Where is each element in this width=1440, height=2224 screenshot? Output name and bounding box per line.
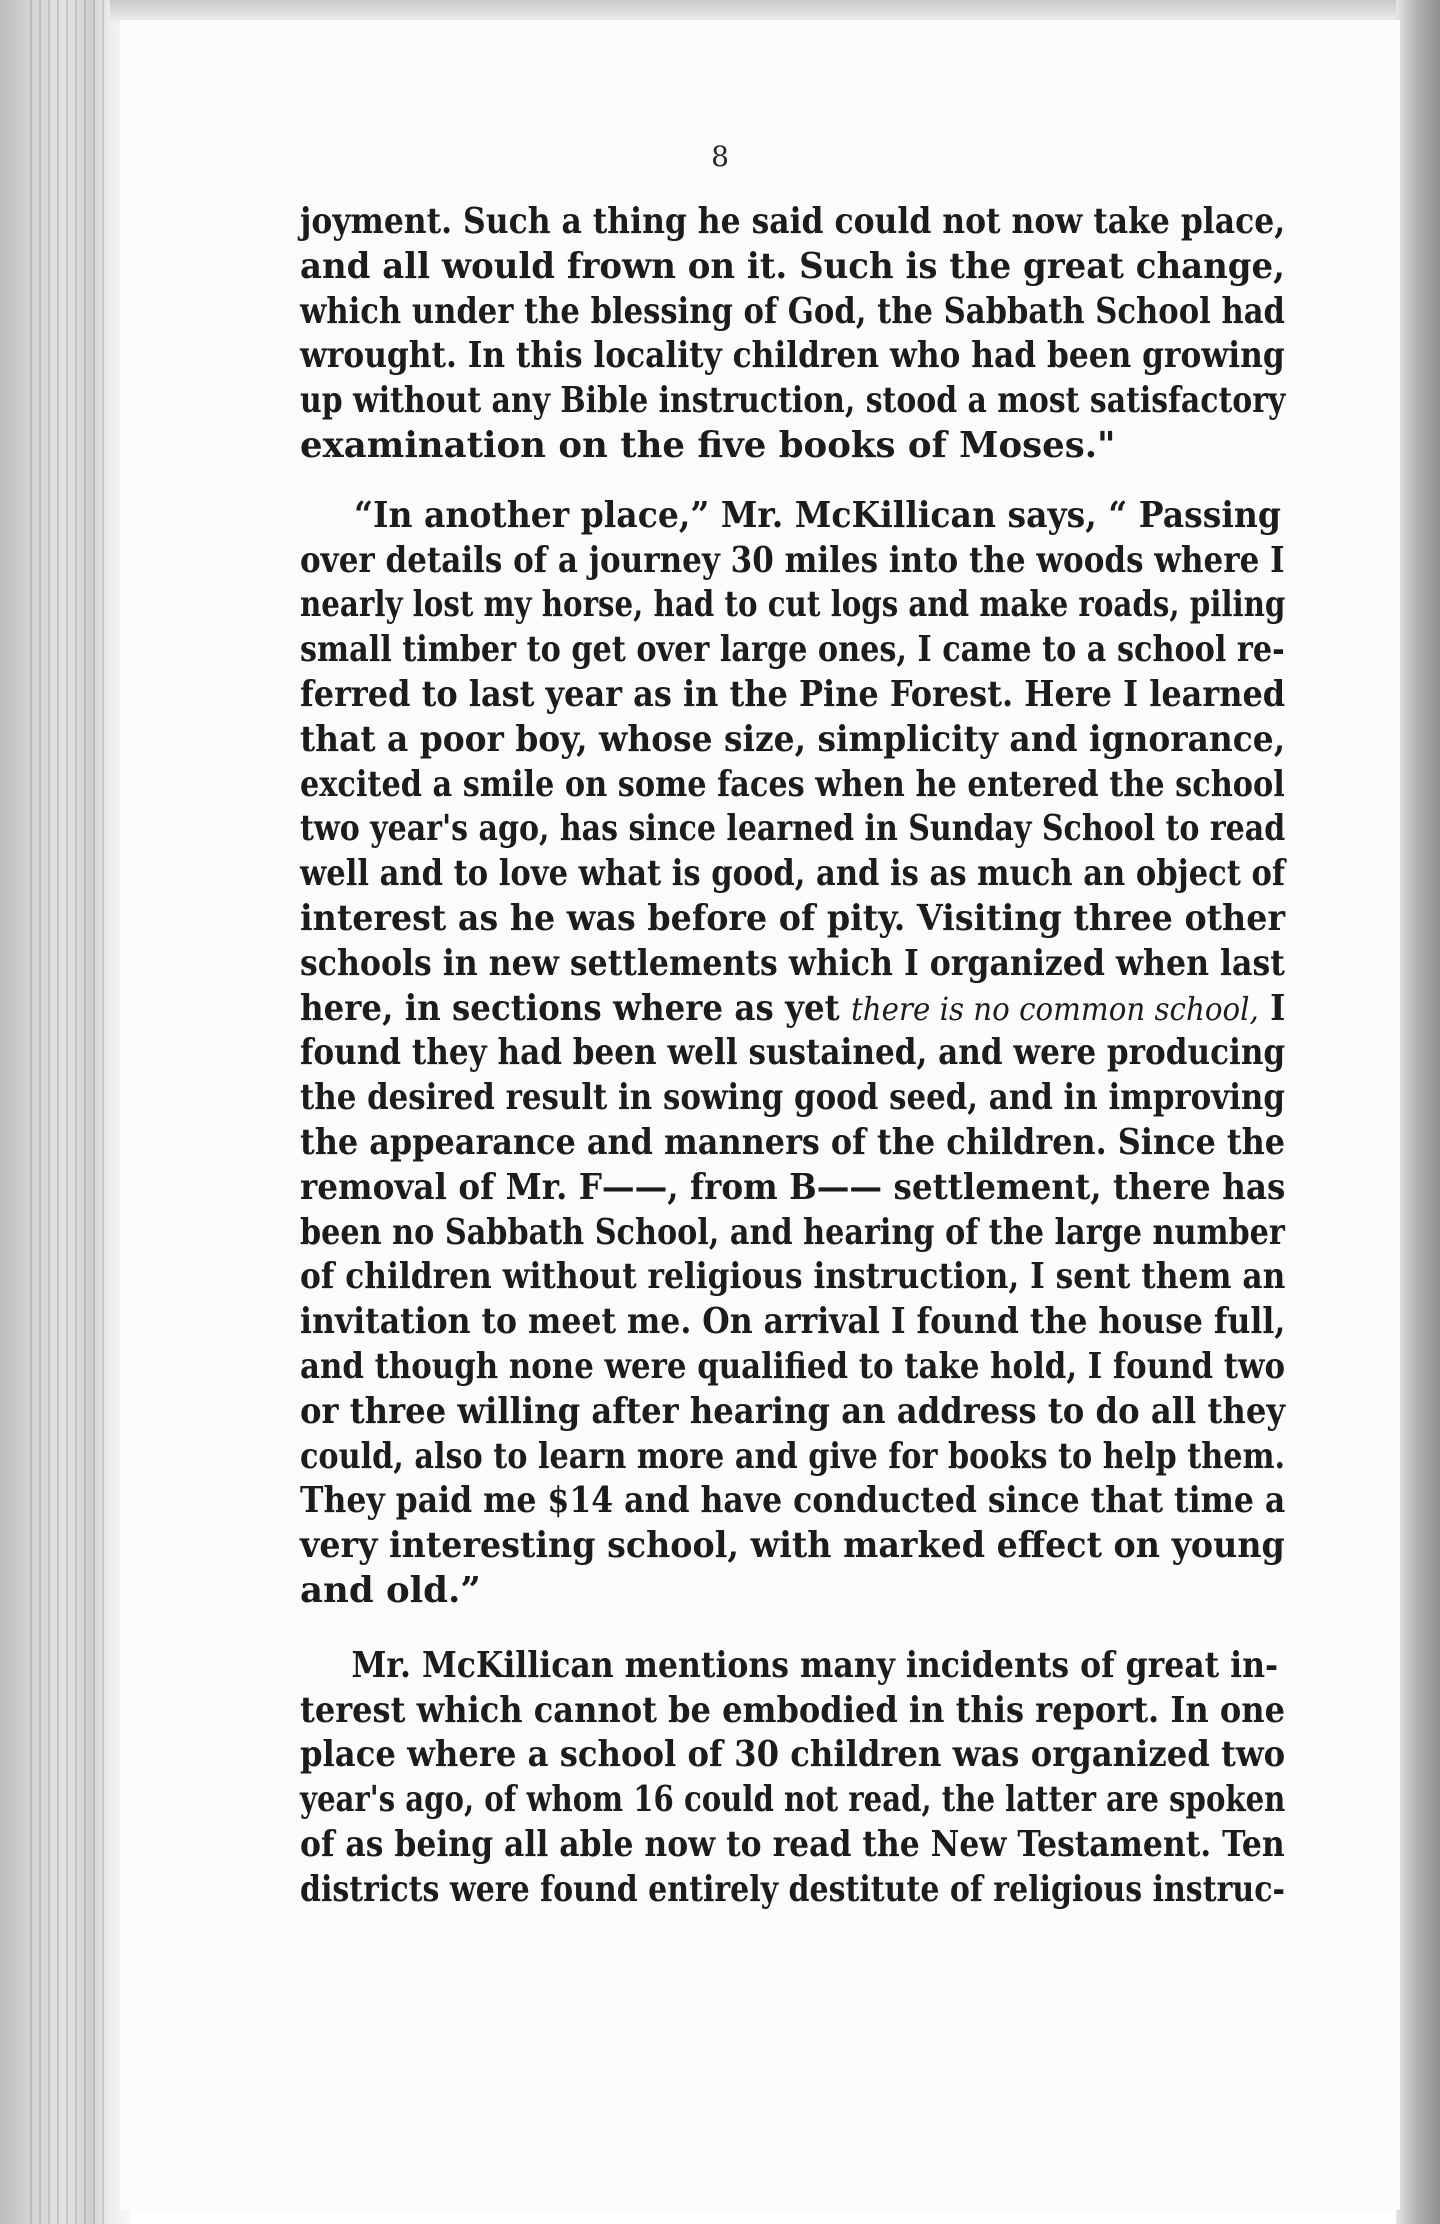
text-line: nearly lost my horse, had to cut logs and make roads, piling (300, 584, 1286, 626)
text-line: “In another place,” Mr. McKillican says, “ Passing (353, 494, 1282, 536)
text-line: the desired result in sowing good seed, and in improving (300, 1077, 1285, 1119)
text-line: and though none were qualified to take hold, I found two (300, 1345, 1286, 1387)
text-line: of children without religious instruction, I sent them an (300, 1256, 1286, 1298)
text-line: up without any Bible instruction, stood a most satisfactory (300, 380, 1286, 422)
text-line: that a poor boy, whose size, simplicity and ignorance, (300, 718, 1286, 760)
text-line: districts were found entirely destitute of religious instruc- (300, 1868, 1285, 1910)
text-line: terest which cannot be embodied in this report. In one (300, 1689, 1286, 1731)
text-line: very interesting school, with marked effect on young (300, 1525, 1285, 1567)
paragraph-3 (300, 1644, 1285, 1913)
text-line: been no Sabbath School, and hearing of the large number (300, 1211, 1285, 1253)
text-line: year's ago, of whom 16 could not read, the latter are spoken (300, 1779, 1286, 1821)
text-line-with-emphasis (300, 987, 1285, 1032)
text-line: ferred to last year as in the Pine Forest. Here I learned (300, 673, 1286, 715)
text-line: interest as he was before of pity. Visiting three other (300, 897, 1286, 939)
text-line: joyment. Such a thing he said could not now take place, (300, 201, 1286, 242)
text-line: the appearance and manners of the children. Since the (300, 1121, 1286, 1163)
text-line: could, also to learn more and give for books to help them. (300, 1435, 1286, 1477)
paragraph-1 (300, 200, 1285, 469)
text-line: found they had been well sustained, and were producing (300, 1032, 1286, 1074)
text-fragment: here, in sections where as yet (300, 987, 851, 1029)
text-line: small timber to get over large ones, I came to a school re- (300, 629, 1285, 671)
body-text (300, 200, 1285, 1937)
page-number: 8 (711, 140, 729, 173)
text-line: excited a smile on some faces when he entered the school (300, 763, 1285, 805)
text-fragment: I (1258, 987, 1286, 1029)
book-gutter-right (1396, 0, 1440, 2224)
text-line: of as being all able now to read the New Testament. Ten (300, 1823, 1285, 1865)
text-line: well and to love what is good, and is as much an object of (300, 853, 1286, 895)
text-line: over details of a journey 30 miles into the woods where I (300, 539, 1285, 581)
text-line: place where a school of 30 children was organized two (300, 1734, 1286, 1776)
text-line: removal of Mr. F——, from B—— settlement, there has (300, 1166, 1286, 1208)
text-line: examination on the five books of Moses." (300, 424, 1116, 466)
paragraph-2 (300, 494, 1285, 1614)
italic-emphasis: there is no common school, (850, 989, 1259, 1028)
text-line: They paid me $14 and have conducted since that time a (300, 1480, 1286, 1522)
text-line: or three willing after hearing an address to do all they (300, 1390, 1286, 1432)
text-line: schools in new settlements which I organized when last (300, 942, 1285, 984)
text-line: wrought. In this locality children who had been growing (300, 335, 1285, 377)
text-line: and old.” (300, 1569, 481, 1611)
text-line: Mr. McKillican mentions many incidents of great in- (351, 1644, 1279, 1686)
text-line: which under the blessing of God, the Sabbath School had (300, 290, 1285, 332)
text-line: and all would frown on it. Such is the great change, (300, 245, 1285, 287)
text-line: invitation to meet me. On arrival I found the house full, (300, 1301, 1286, 1343)
stacked-page-edges (30, 0, 110, 2224)
text-line: two year's ago, has since learned in Sunday School to read (300, 808, 1286, 850)
